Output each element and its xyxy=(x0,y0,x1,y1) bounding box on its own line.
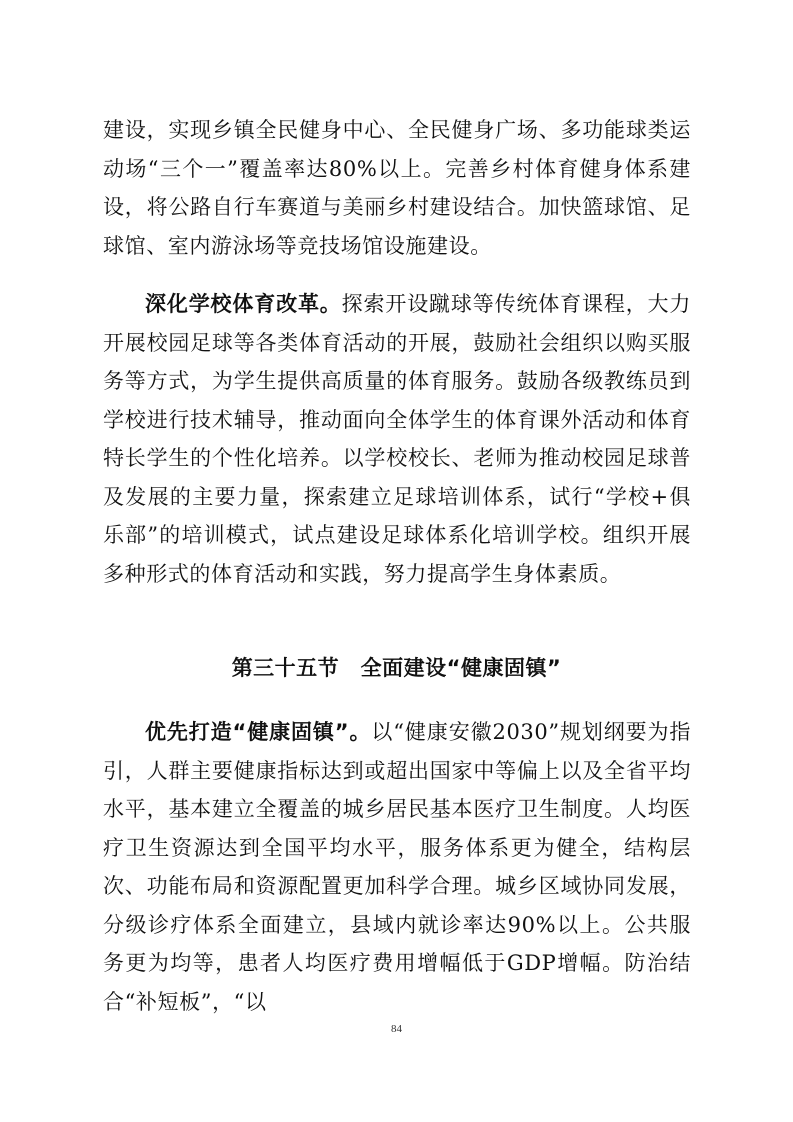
school-sports-paragraph xyxy=(103,285,691,593)
continuation-paragraph: 建设，实现乡镇全民健身中心、全民健身广场、多功能球类运动场“三个一”覆盖率达80%以上。完善乡村体育健身体系建设，将公路自行车赛道与美丽乡村建设结合。加快篮球馆、足球馆、室内游泳场等竞技场馆设施建设。 xyxy=(103,118,691,258)
section-heading: 第三十五节 全面建设“健康固镇” xyxy=(231,656,562,680)
school-sports-body: 探索开设蹴球等传统体育课程，大力开展校园足球等各类体育活动的开展，鼓励社会组织以购买服务等方式，为学生提供高质量的体育服务。鼓励各级教练员到学校进行技术辅导，推动面向全体学生的体育课外活动和体育特长学生的个性化培养。以学校校长、老师为推动校园足球普及发展的主要力量，探索建立足球培训体系，试行“学校+俱乐部”的培训模式，试点建设足球体系化培训学校。组织开展多种形式的体育活动和实践，努力提高学生身体素质。 xyxy=(103,292,691,586)
health-town-paragraph xyxy=(103,713,691,1021)
health-town-lead: 优先打造“健康固镇”。 xyxy=(145,720,372,744)
health-town-body: 以“健康安徽2030”规划纲要为指引，人群主要健康指标达到或超出国家中等偏上以及全省平均水平，基本建立全覆盖的城乡居民基本医疗卫生制度。人均医疗卫生资源达到全国平均水平，服务体系更为健全，结构层次、功能布局和资源配置更加科学合理。城乡区域协同发展，分级诊疗体系全面建立，县域内就诊率达90%以上。公共服务更为均等，患者人均医疗费用增幅低于GDP增幅。防治结合“补短板”，“以 xyxy=(103,720,692,1014)
page-number: 84 xyxy=(391,1023,402,1035)
school-sports-lead: 深化学校体育改革。 xyxy=(145,292,342,316)
